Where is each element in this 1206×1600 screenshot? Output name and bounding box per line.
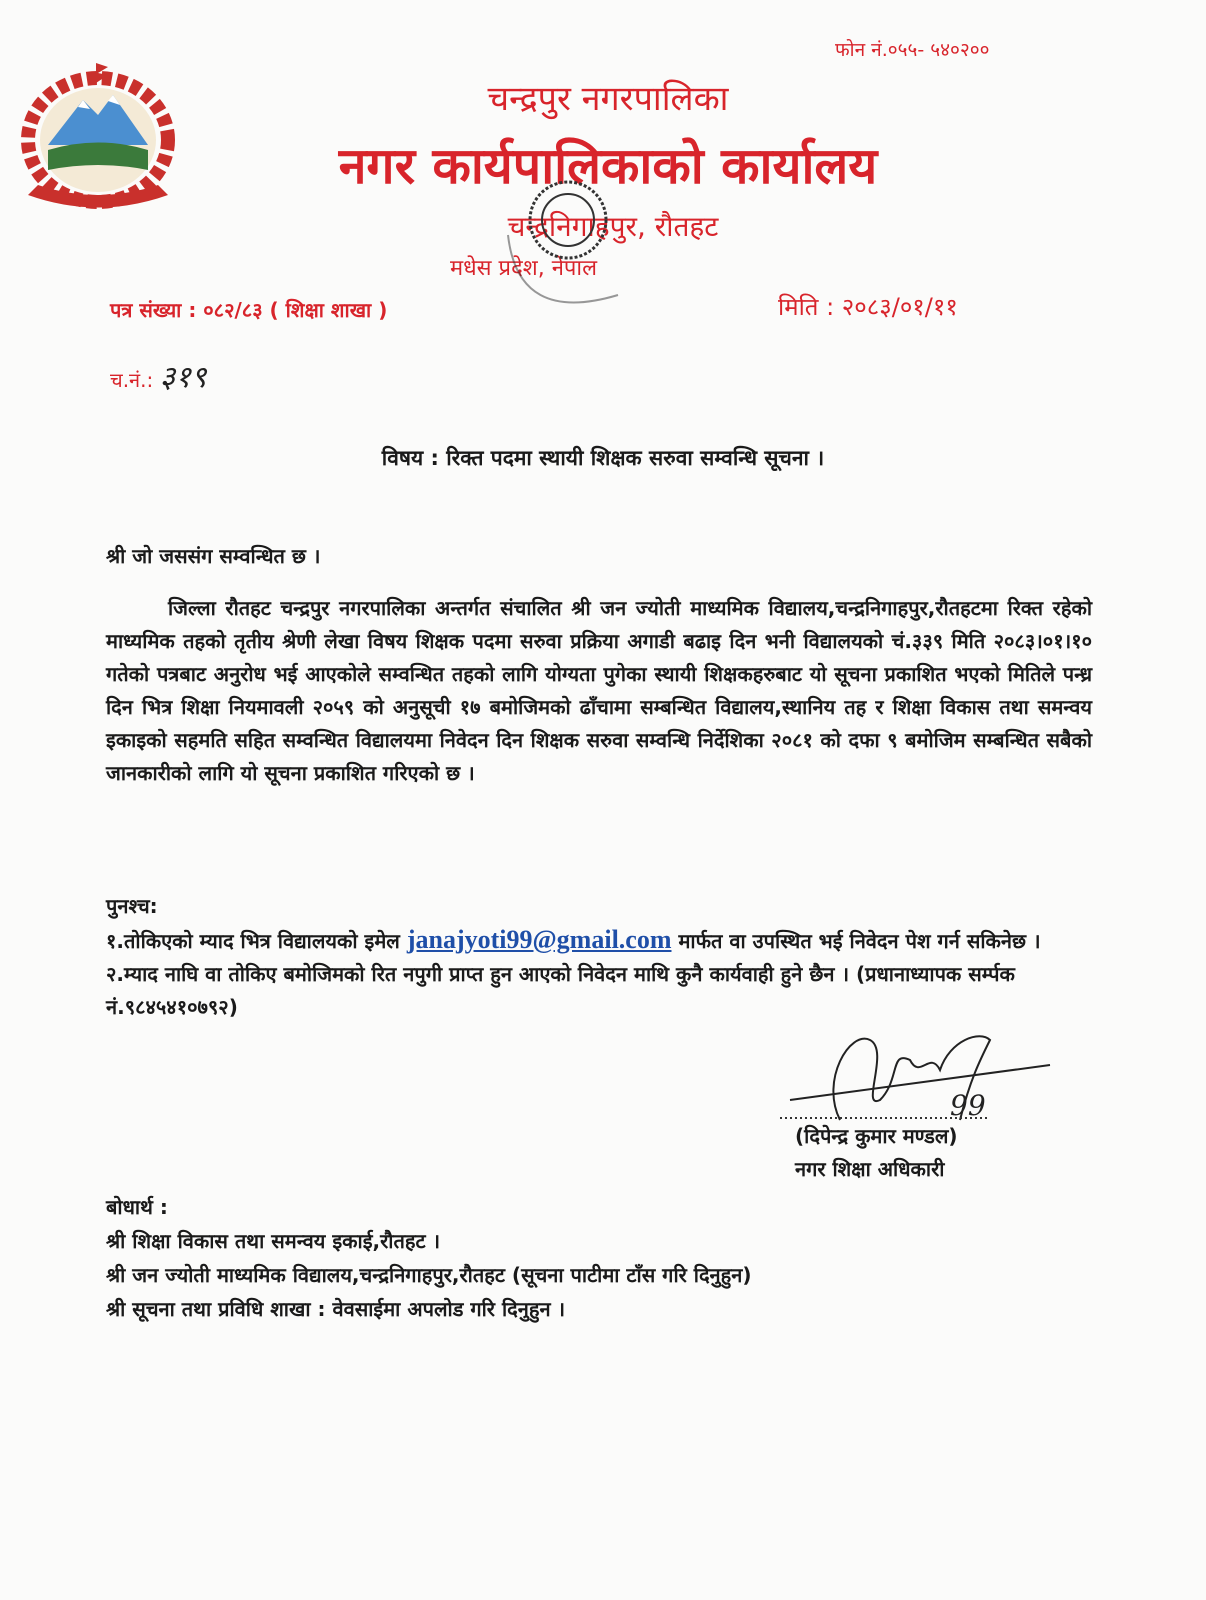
- office-name: नगर कार्यपालिकाको कार्यालय: [338, 137, 878, 195]
- svg-text:99: 99: [950, 1089, 986, 1122]
- signatory-title: नगर शिक्षा अधिकारी: [795, 1157, 945, 1181]
- item1-text-before: १.तोकिएको म्याद भित्र विद्यालयको इमेल: [106, 929, 400, 953]
- item1-text-after: मार्फत वा उपस्थित भई निवेदन पेश गर्न सकिनेछ ।: [678, 929, 1041, 953]
- cc-heading: बोधार्थ :: [106, 1195, 168, 1219]
- postscript-item-2: २.म्याद नाघि वा तोकिए बमोजिमको रित नपुगी प्राप्त हुन आएको निवेदन माथि कुनै कार्यवाही हुने छैन । (प्रधानाध्यापक सर्म्पक नं.९८४५४१०७९२): [106, 962, 1015, 1019]
- cc-item: श्री जन ज्योती माध्यमिक विद्यालय,चन्द्रनिगाहपुर,रौतहट (सूचना पाटीमा टाँस गरि दिनुहुन): [106, 1263, 752, 1287]
- cc-item: श्री शिक्षा विकास तथा समन्वय इकाई,रौतहट ।: [106, 1229, 441, 1253]
- postscript-heading: पुनश्च:: [106, 894, 158, 918]
- school-email-link[interactable]: janajyoti99@gmail.com: [406, 925, 672, 954]
- subject-line: विषय : रिक्त पदमा स्थायी शिक्षक सरुवा सम्वन्धि सूचना ।: [381, 446, 825, 470]
- dispatch-label: च.नं.:: [110, 368, 154, 392]
- municipality-name: चन्द्रपुर नगरपालिका: [487, 79, 729, 119]
- signatory-name: (दिपेन्द्र कुमार मण्डल): [795, 1124, 958, 1148]
- dispatch-number: [110, 355, 206, 396]
- postscript: [106, 890, 1092, 1024]
- office-province: मधेस प्रदेश, नेपाल: [450, 256, 598, 281]
- body-paragraph: जिल्ला रौतहट चन्द्रपुर नगरपालिका अन्तर्गत संचालित श्री जन ज्योती माध्यमिक विद्यालय,चन्द्रनिगाहपुर,रौतहटमा रिक्त रहेको माध्यमिक तहको तृतीय श्रेणी लेखा विषय शिक्षक पदमा सरुवा प्रक्रिया अगाडी बढाइ दिन भनी विद्यालयको चं.३३९ मिति २०८३।०१।१० गतेको पत्रबाट अनुरोध भई आएकोले सम्वन्धित तहको लागि योग्यता पुगेका स्थायी शिक्षकहरुबाट यो सूचना प्रकाशित भएको मितिले पन्ध्र दिन भित्र शिक्षा नियमावली २०५९ को अनुसूची १७ बमोजिमको ढाँचामा सम्बन्धित विद्यालय,स्थानिय तह र शिक्षा विकास तथा समन्वय इकाइको सहमति सहित सम्वन्धित विद्यालयमा निवेदन दिन शिक्षक सरुवा सम्वन्धि निर्देशिका २०८१ को दफा ९ बमोजिम सम्बन्धित सबैको जानकारीको लागि यो सूचना प्रकाशित गरिएको छ ।: [106, 596, 1092, 785]
- reference-number: पत्र संख्या : ०८२/८३ ( शिक्षा शाखा ): [110, 298, 388, 322]
- phone-number: फोन नं.०५५- ५४०२००: [835, 39, 990, 61]
- dispatch-number-handwritten: ३१९: [159, 360, 207, 395]
- salutation: श्री जो जससंग सम्वन्धित छ ।: [106, 544, 321, 568]
- letter-date: मिति : २०८३/०१/११: [778, 293, 958, 321]
- office-address: चन्द्रनिगाहपुर, रौतहट: [507, 210, 719, 243]
- cc-list: [106, 1190, 752, 1326]
- signatory-block: [795, 1120, 958, 1186]
- postscript-item-1: [106, 923, 1092, 958]
- cc-item: श्री सूचना तथा प्रविधि शाखा : वेवसाईमा अपलोड गरि दिनुहुन ।: [106, 1297, 566, 1321]
- office-stamp: [478, 175, 648, 350]
